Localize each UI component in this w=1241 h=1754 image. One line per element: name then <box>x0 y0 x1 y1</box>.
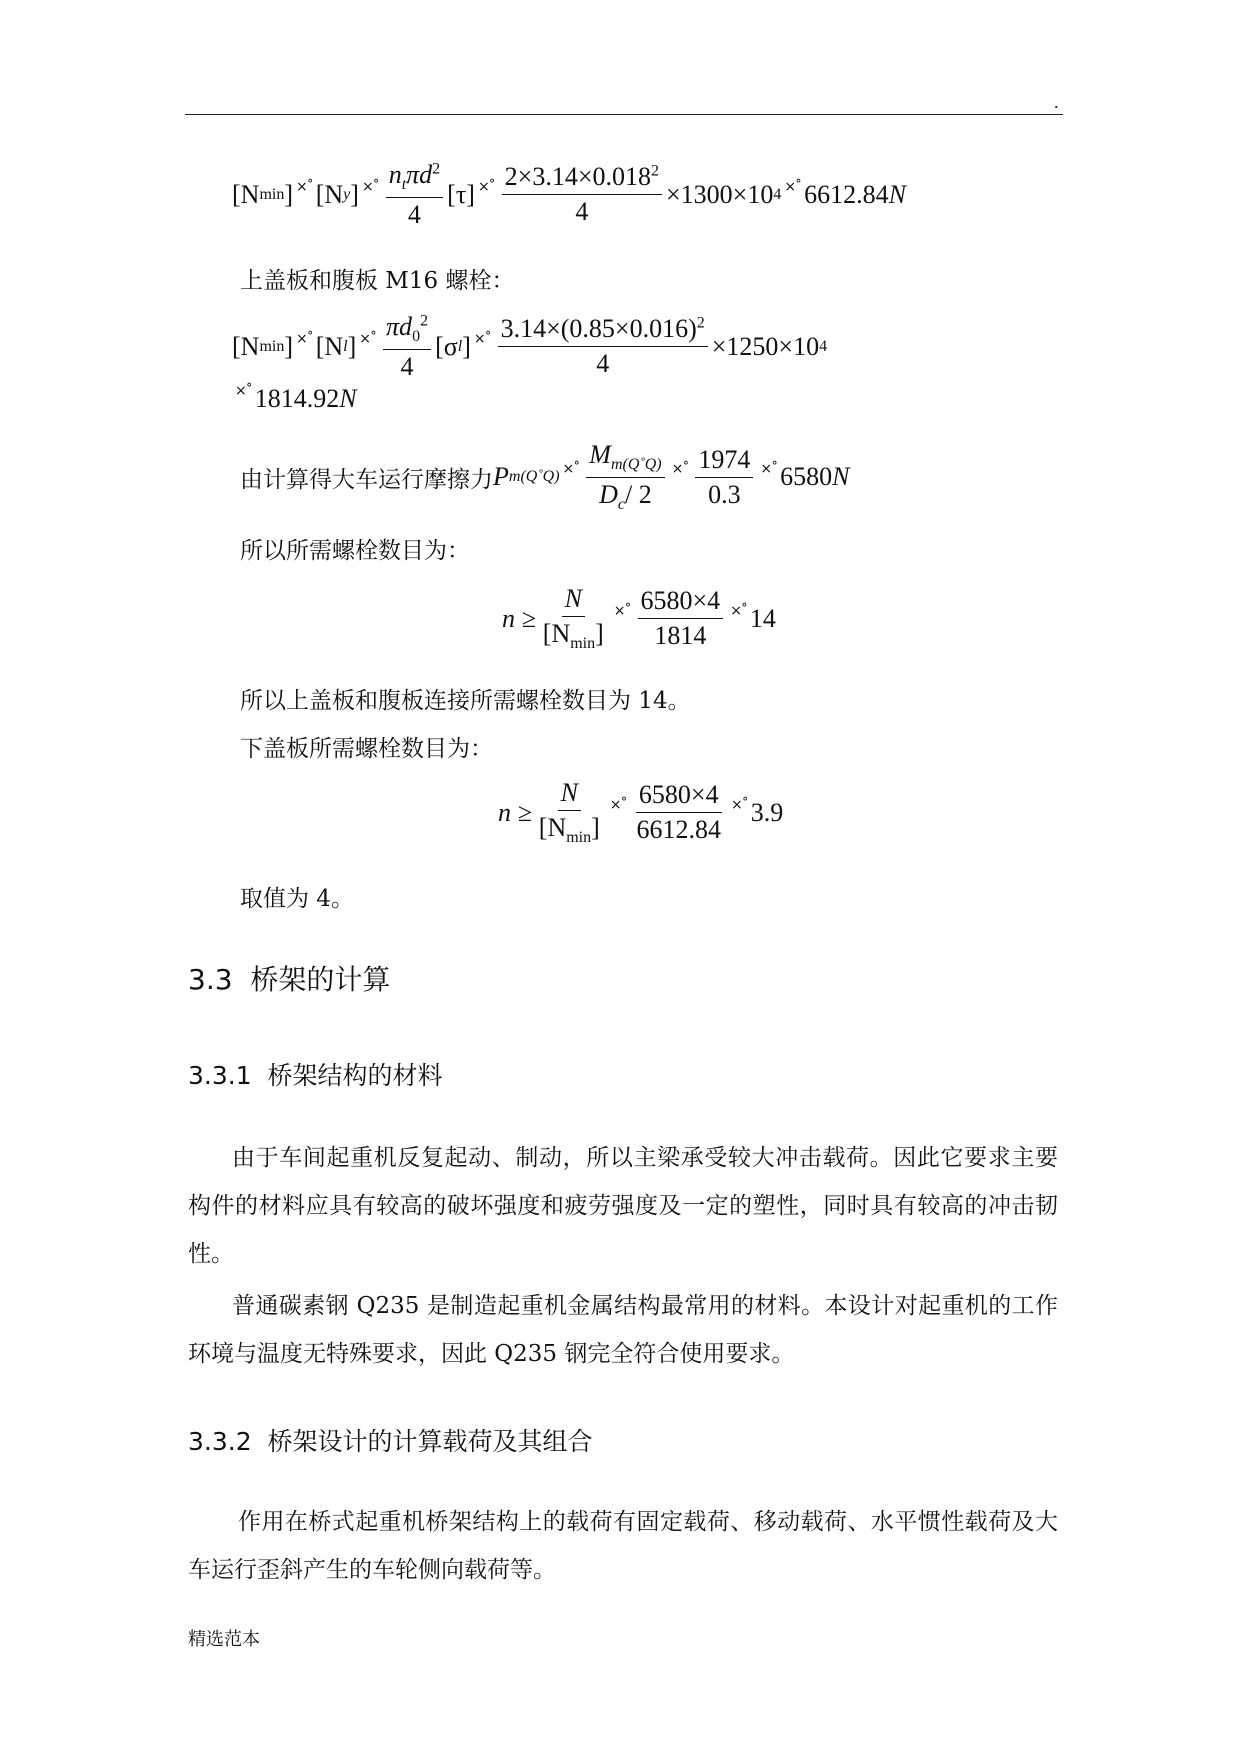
fraction-moment-over-diameter: $\frac{M_{m(Q˚Q)}}{D_c/ 2}$ <box>586 440 664 514</box>
fraction-n-over-nmin-2: $\frac{N}{[N_{min}]}$ <box>538 778 600 847</box>
equation-nmin-ny: [N min ] ×˚ [N y ] ×˚ $\frac{n_t\pi d^2}{4}$ [τ] ×˚ $\frac{2\times 3.14\times 0.018^2}{4}$ ×1300×10 4 ×˚ 6612.84 N <box>232 160 906 229</box>
fraction-n-over-nmin: $\frac{N}{[N_{min}]}$ <box>542 584 604 653</box>
equation-bolt-count-lower: n ≥ $\frac{N}{[N_{min}]}$ ×˚ $\frac{6580\times 4}{6612.84}$ ×˚ 3.9 <box>498 778 784 847</box>
section-heading-3-3-1: 3.3.1 桥架结构的材料 <box>188 1061 443 1090</box>
fraction-numeric-1: $\frac{2\times 3.14\times 0.018^2}{4}$ <box>502 162 662 227</box>
label-lower-plate-bolts: 下盖板所需螺栓数目为： <box>240 736 493 762</box>
footer-label: 精选范本 <box>188 1629 260 1650</box>
conclusion-upper-bolts: 所以上盖板和腹板连接所需螺栓数目为 14。 <box>240 688 691 714</box>
fraction-6580x4-over-1814: $\frac{6580\times 4}{1814}$ <box>638 586 724 651</box>
header-mark: . <box>1054 92 1059 112</box>
fraction-6580x4-over-6612.84: $\frac{6580\times 4}{6612.84}$ <box>636 780 722 845</box>
equation-nmin-result: ×˚ 1814.92 N <box>235 383 357 413</box>
section-heading-3-3: 3.3 桥架的计算 <box>188 963 391 996</box>
fraction-1974-over-0.3: $\frac{1974}{0.3}$ <box>695 445 753 510</box>
fraction-numeric-2: $\frac{3.14\times(0.85\times 0.016)^2}{4}$ <box>498 314 708 379</box>
equation-nmin-nl: [N min ] ×˚ [N l ] ×˚ $\frac{\pi d_0^2}{4}$ [σ l ] ×˚ $\frac{3.14\times(0.85\times 0.016)^2}{4}$ ×1250×10 4 <box>232 312 828 381</box>
label-bolt-count: 所以所需螺栓数目为： <box>240 538 470 564</box>
paragraph-q235-steel: 普通碳素钢 Q235 是制造起重机金属结构最常用的材料。本设计对起重机的工作环境与温度无特殊要求，因此 Q235 钢完全符合使用要求。 <box>188 1293 1058 1367</box>
header-rule <box>185 114 1063 115</box>
equation-friction-force: 由计算得大车运行摩擦力 P m(Q˚Q) ×˚ $\frac{M_{m(Q˚Q)}}{D_c/ 2}$ ×˚ $\frac{1974}{0.3}$ ×˚ 6580 N <box>240 440 850 513</box>
fraction-nt-pi-d2: $\frac{n_t\pi d^2}{4}$ <box>386 160 443 229</box>
equation-bolt-count-upper: n ≥ $\frac{N}{[N_{min}]}$ ×˚ $\frac{6580\times 4}{1814}$ ×˚ 14 <box>502 584 776 653</box>
take-value-4: 取值为 4。 <box>240 886 354 912</box>
paragraph-material-requirements: 由于车间起重机反复起动、制动，所以主梁承受较大冲击载荷。因此它要求主要构件的材料应具有较高的破坏强度和疲劳强度及一定的塑性，同时具有较高的冲击韧性。 <box>188 1145 1058 1267</box>
section-heading-3-3-2: 3.3.2 桥架设计的计算载荷及其组合 <box>188 1427 593 1456</box>
fraction-pi-d0-squared: $\frac{\pi d_0^2}{4}$ <box>383 312 431 381</box>
paragraph-loads: 作用在桥式起重机桥架结构上的载荷有固定载荷、移动载荷、水平惯性载荷及大车运行歪斜产生的车轮侧向载荷等。 <box>188 1509 1058 1583</box>
label-m16-bolt: 上盖板和腹板 M16 螺栓： <box>240 268 515 294</box>
